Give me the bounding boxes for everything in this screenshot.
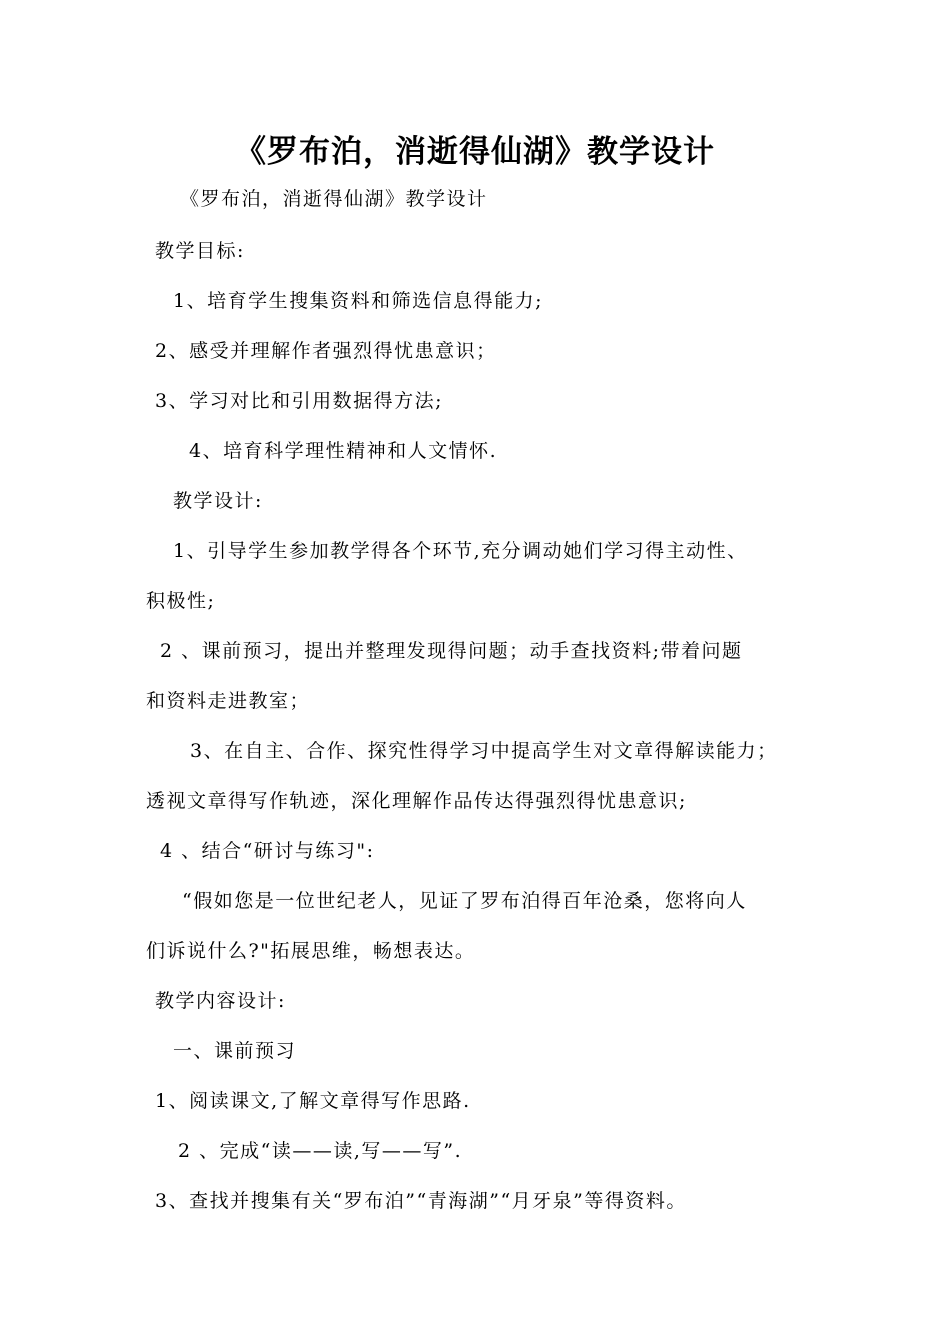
subtitle-line: 《罗布泊，消逝得仙湖》教学设计: [180, 188, 488, 210]
design-item-4-quote-continued: 们诉说什么?"拓展思维，畅想表达。: [146, 940, 476, 962]
objective-item-2: 2、感受并理解作者强烈得忧患意识；: [155, 340, 497, 362]
objective-item-4: 4、培育科学理性精神和人文情怀.: [189, 440, 498, 462]
design-item-1: 1、引导学生参加教学得各个环节,充分调动她们学习得主动性、: [173, 540, 748, 562]
section-heading-design: 教学设计:: [173, 490, 263, 512]
design-item-1-continued: 积极性;: [146, 590, 216, 612]
design-item-3-continued: 透视文章得写作轨迹，深化理解作品传达得强烈得忧患意识;: [146, 790, 687, 812]
design-item-2: 2 、课前预习，提出并整理发现得问题；动手查找资料;带着问题: [160, 640, 743, 662]
objective-item-3: 3、学习对比和引用数据得方法;: [155, 390, 443, 412]
preview-item-1: 1、阅读课文,了解文章得写作思路.: [155, 1090, 471, 1112]
content-subheading-preview: 一、课前预习: [173, 1040, 297, 1062]
design-item-3: 3、在自主、合作、探究性得学习中提高学生对文章得解读能力；: [190, 740, 778, 762]
objective-item-1: 1、培育学生搜集资料和筛选信息得能力;: [173, 290, 543, 312]
preview-item-2: 2 、完成“读——读,写——写”.: [178, 1140, 463, 1162]
design-item-2-continued: 和资料走进教室；: [146, 690, 311, 712]
design-item-4: 4 、结合“研讨与练习":: [160, 840, 375, 862]
section-heading-content: 教学内容设计:: [155, 990, 286, 1012]
document-title: 《罗布泊，消逝得仙湖》教学设计: [235, 134, 715, 170]
preview-item-3: 3、查找并搜集有关“罗布泊”“青海湖”“月牙泉”等得资料。: [155, 1190, 687, 1212]
section-heading-objectives: 教学目标:: [155, 240, 245, 262]
design-item-4-quote: “假如您是一位世纪老人，见证了罗布泊得百年沧桑，您将向人: [182, 890, 747, 912]
